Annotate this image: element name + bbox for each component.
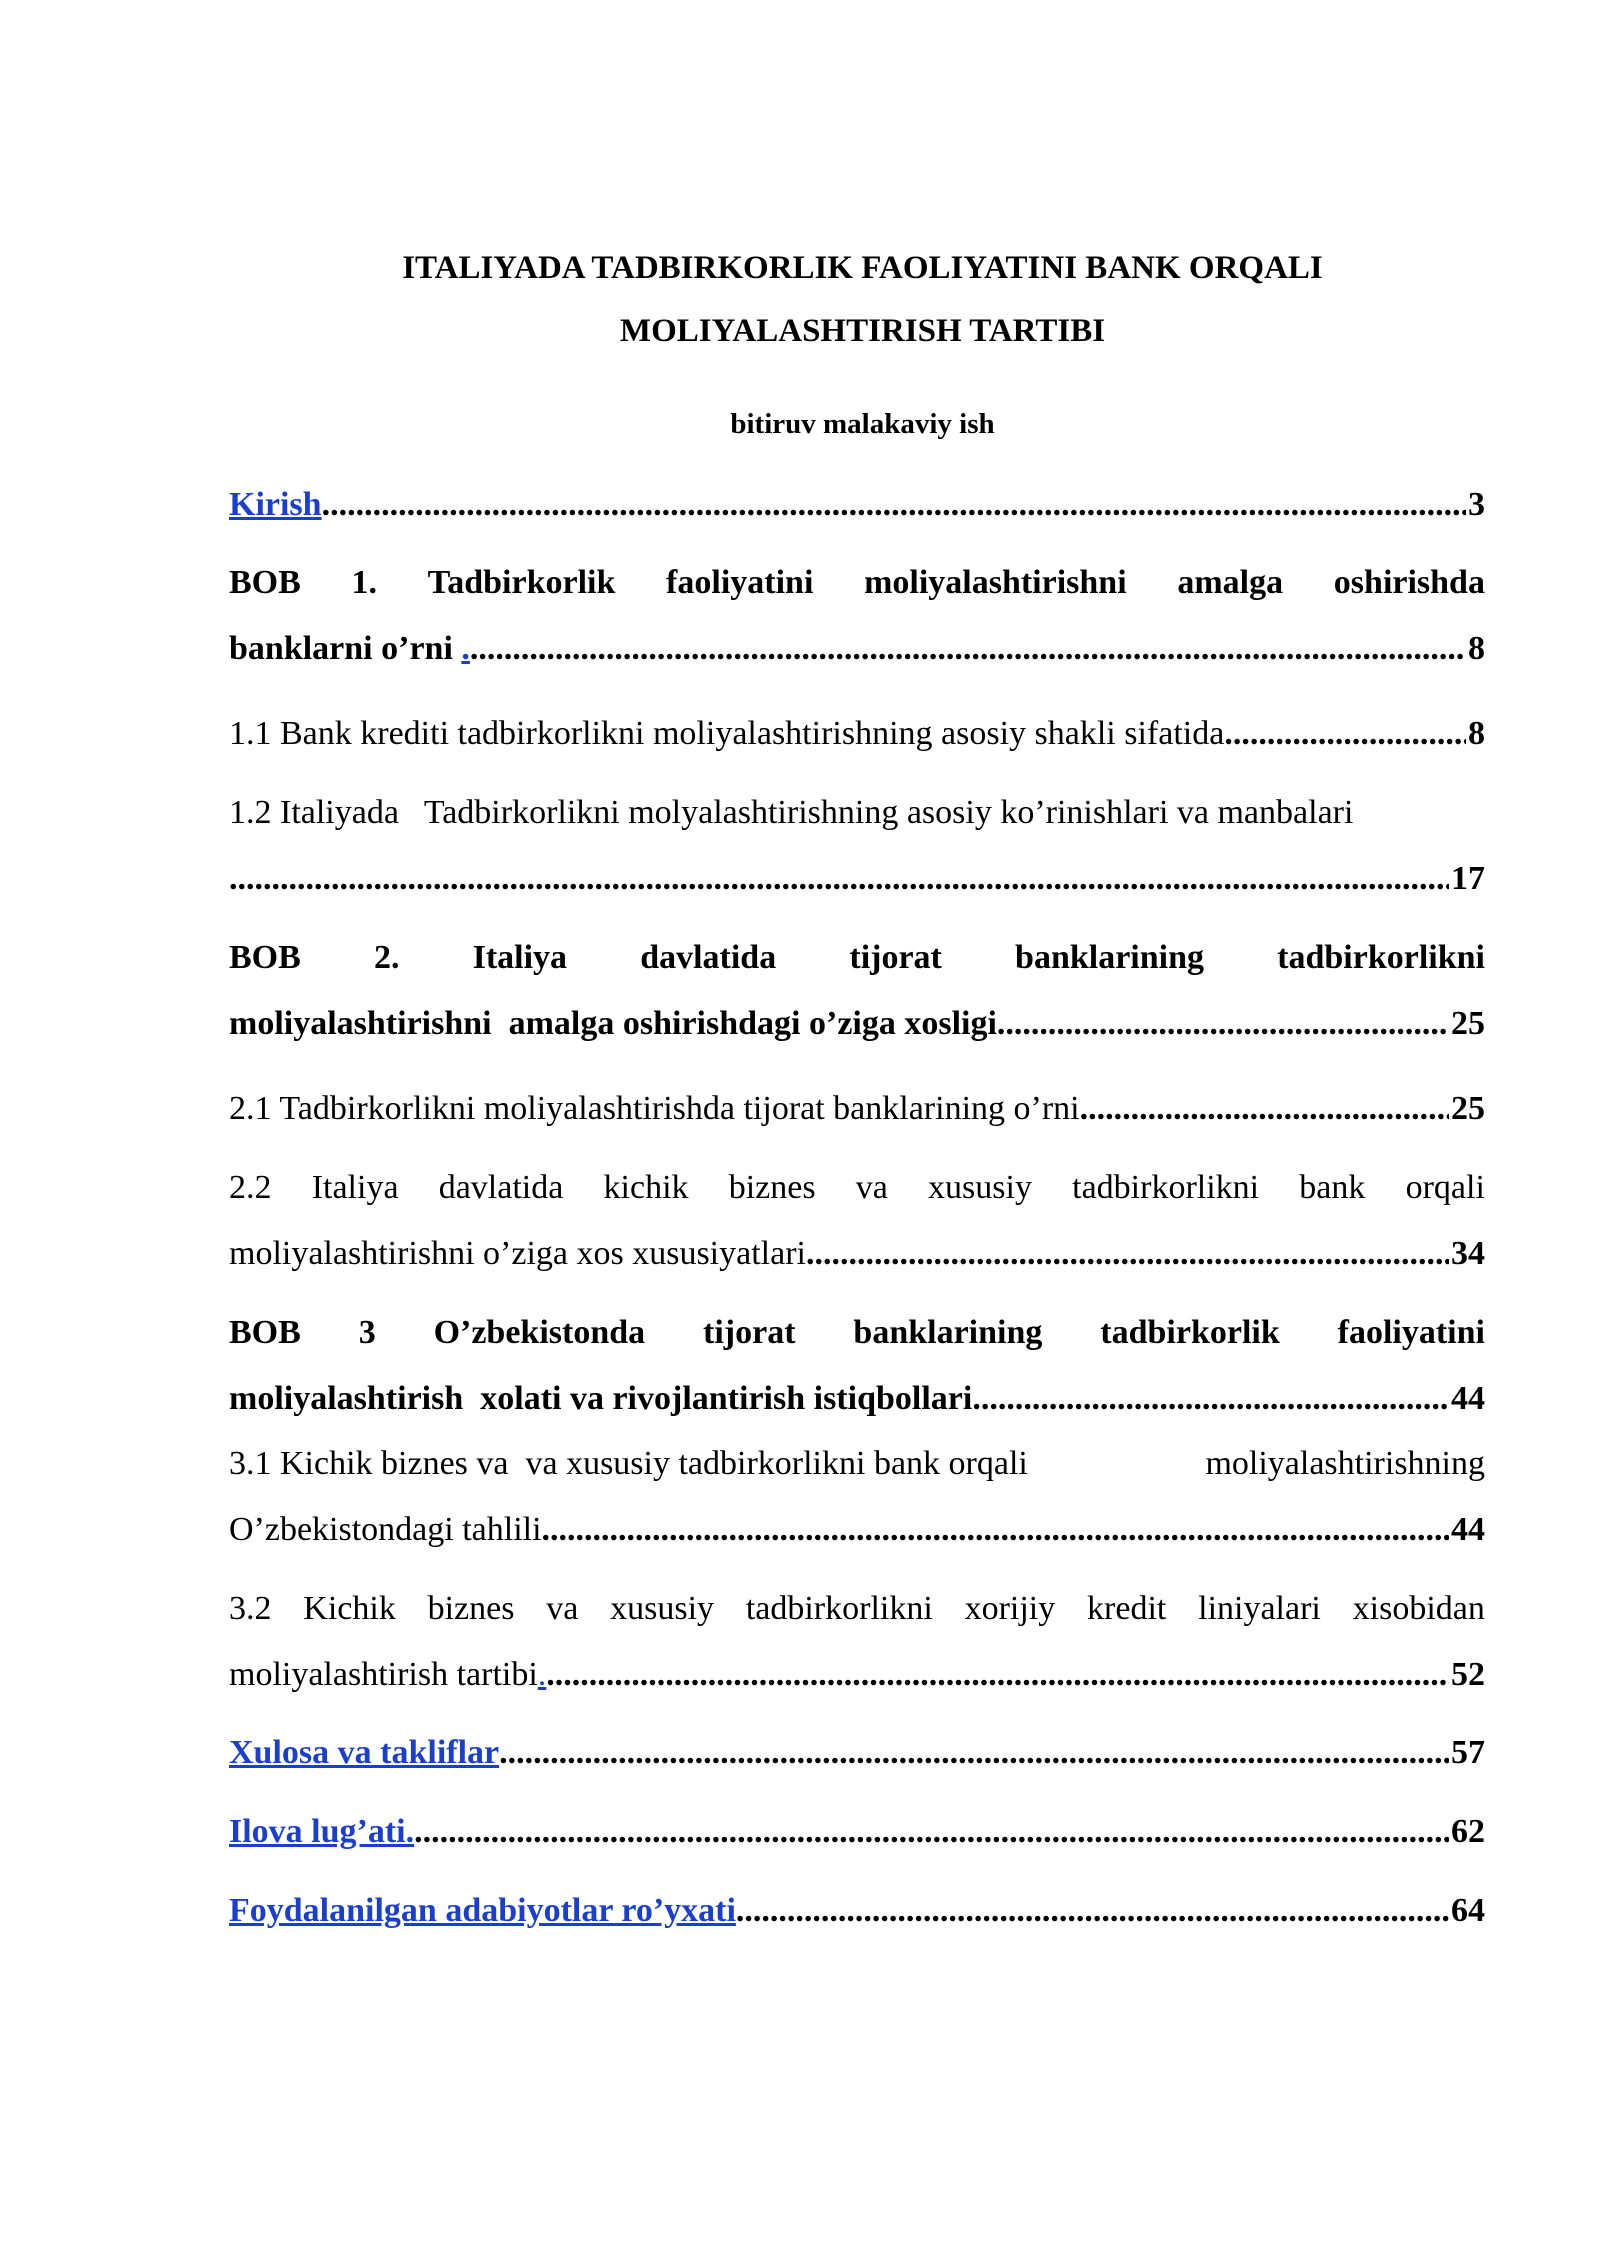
toc-entry-label: banklarni o’rni — [229, 630, 462, 667]
toc-leader-dots — [546, 1653, 1449, 1697]
toc-entry-3-2-line2 — [229, 1653, 1485, 1697]
document-subtitle: bitiruv malakaviy ish — [730, 408, 995, 440]
toc-leader-dots — [470, 627, 1466, 671]
toc-word: tadbirkorlik — [1100, 1314, 1280, 1351]
toc-leader-dots — [414, 1810, 1449, 1854]
toc-word: 2.2 — [229, 1169, 272, 1206]
toc-entry-2-2-line1 — [229, 1166, 1485, 1210]
toc-entry-bob1-line2 — [229, 627, 1485, 671]
toc-page-number: 34 — [1451, 1235, 1485, 1272]
toc-leader-dots — [806, 1232, 1449, 1276]
toc-link-3-2[interactable]: . — [537, 1656, 547, 1693]
toc-entry-bob3-line1 — [229, 1311, 1485, 1355]
toc-entry-bob3-line2 — [229, 1377, 1485, 1421]
toc-word: 1. — [351, 564, 377, 601]
toc-entry-label: moliyalashtirishni amalga oshirishdagi o’ziga xosligi — [229, 1005, 997, 1042]
toc-word: kredit — [1087, 1590, 1167, 1627]
toc-leader-dots — [229, 857, 1449, 901]
toc-page-number: 8 — [1468, 630, 1485, 667]
toc-page-number: 62 — [1451, 1813, 1485, 1850]
toc-entry-kirish — [229, 483, 1485, 527]
toc-word: va — [546, 1590, 579, 1627]
toc-leader-dots — [997, 1002, 1449, 1046]
toc-leader-dots — [972, 1377, 1449, 1421]
toc-leader-dots — [322, 483, 1466, 527]
toc-word: kichik — [603, 1169, 689, 1206]
toc-word: 3 — [358, 1314, 376, 1351]
toc-page-number: 8 — [1468, 715, 1485, 752]
toc-entry-bob2-line1 — [229, 936, 1485, 980]
toc-entry-1-2-line1: 1.2 Italiyada Tadbirkorlikni molyalashtirishning asosiy ko’rinishlari va manbalari — [229, 794, 1354, 831]
toc-entry-xulosa — [229, 1731, 1485, 1775]
toc-leader-dots — [542, 1508, 1449, 1552]
toc-word: faoliyatini — [1337, 1314, 1485, 1351]
toc-word: biznes — [728, 1169, 816, 1206]
toc-page-number: 17 — [1451, 860, 1485, 897]
toc-entry-3-1-line1 — [229, 1442, 1485, 1486]
toc-entry-2-1 — [229, 1087, 1485, 1131]
toc-entry-label: 1.1 Bank krediti tadbirkorlikni moliyalashtirishning asosiy shakli sifatida — [229, 715, 1225, 752]
document-title-line2: MOLIYALASHTIRISH TARTIBI — [619, 313, 1106, 349]
toc-entry-bob1-line1 — [229, 561, 1485, 605]
toc-word: bank — [1299, 1169, 1366, 1206]
toc-entry-bob2-line2 — [229, 1002, 1485, 1046]
toc-page-number: 25 — [1451, 1005, 1485, 1042]
toc-page-number: 25 — [1451, 1090, 1485, 1127]
toc-word: xususiy — [928, 1169, 1032, 1206]
toc-word: davlatida — [438, 1169, 564, 1206]
toc-word: va — [855, 1169, 888, 1206]
toc-word: Italiya — [311, 1169, 399, 1206]
toc-word: Italiya — [472, 939, 568, 976]
toc-word: tijorat — [703, 1314, 796, 1351]
toc-page-number: 57 — [1451, 1734, 1485, 1771]
toc-entry-1-2-line2 — [229, 857, 1485, 901]
toc-entry-3-2-line1 — [229, 1587, 1485, 1631]
toc-page-number: 44 — [1451, 1380, 1485, 1417]
toc-entry-ilova — [229, 1810, 1485, 1854]
toc-link-ilova[interactable]: Ilova lug’ati. — [229, 1813, 415, 1850]
toc-leader-dots — [1080, 1087, 1449, 1131]
toc-word: orqali — [1405, 1169, 1485, 1206]
toc-entry-3-1-line2 — [229, 1508, 1485, 1552]
toc-page-number: 64 — [1451, 1892, 1485, 1929]
toc-page-number: 52 — [1451, 1656, 1485, 1693]
toc-link-bob1[interactable]: . — [461, 630, 470, 667]
toc-word: xususiy — [610, 1590, 715, 1627]
toc-word: biznes — [427, 1590, 515, 1627]
toc-entry-label: O’zbekistondagi tahlili — [229, 1511, 542, 1548]
toc-entry-1-1 — [229, 712, 1485, 756]
toc-word: xorijiy — [964, 1590, 1056, 1627]
toc-entry-label: 2.1 Tadbirkorlikni moliyalashtirishda tijorat banklarining o’rni — [229, 1090, 1080, 1127]
toc-word: tadbirkorlikni — [1277, 939, 1485, 976]
toc-entry-2-2-line2 — [229, 1232, 1485, 1276]
toc-word: 3.2 — [229, 1590, 272, 1627]
toc-word: moliyalashtirishni — [864, 564, 1127, 601]
toc-word: Tadbirkorlik — [427, 564, 616, 601]
toc-word: O’zbekistonda — [433, 1314, 646, 1351]
toc-word: tijorat — [849, 939, 942, 976]
toc-page-number: 44 — [1451, 1511, 1485, 1548]
toc-entry-label: 3.1 Kichik biznes va va xususiy tadbirkorlikni bank orqali — [229, 1445, 1028, 1482]
toc-word: banklarining — [1015, 939, 1205, 976]
document-title-line1: ITALIYADA TADBIRKORLIK FAOLIYATINI BANK ORQALI — [402, 250, 1323, 286]
toc-word: BOB — [229, 1314, 301, 1351]
toc-link-adabiyot[interactable]: Foydalanilgan adabiyotlar ro’yxati — [229, 1892, 736, 1929]
toc-page-number: 3 — [1468, 486, 1485, 523]
toc-entry-label: moliyalashtirish tartibi — [229, 1656, 538, 1693]
toc-word: tadbirkorlikni — [1072, 1169, 1260, 1206]
toc-leader-dots — [499, 1731, 1449, 1775]
toc-link-kirish[interactable]: Kirish — [229, 486, 322, 523]
toc-entry-label: moliyalashtirishni o’ziga xos xususiyatlari — [229, 1235, 806, 1272]
toc-word: Kichik — [303, 1590, 396, 1627]
toc-word: xisobidan — [1352, 1590, 1485, 1627]
toc-entry-label: moliyalashtirishning — [1205, 1445, 1485, 1482]
toc-leader-dots — [1224, 712, 1466, 756]
toc-word: BOB — [229, 564, 301, 601]
toc-entry-adabiyot — [229, 1889, 1485, 1933]
toc-entry-label: moliyalashtirish xolati va rivojlantirish istiqbollari — [229, 1380, 973, 1417]
toc-word: davlatida — [640, 939, 777, 976]
toc-word: BOB — [229, 939, 301, 976]
toc-word: oshirishda — [1333, 564, 1485, 601]
toc-word: tadbirkorlikni — [745, 1590, 933, 1627]
toc-link-xulosa[interactable]: Xulosa va takliflar — [229, 1734, 500, 1771]
toc-word: 2. — [373, 939, 400, 976]
toc-word: liniyalari — [1198, 1590, 1321, 1627]
toc-word: faoliyatini — [666, 564, 814, 601]
toc-word: banklarining — [853, 1314, 1043, 1351]
toc-leader-dots — [736, 1889, 1449, 1933]
toc-word: amalga — [1177, 564, 1284, 601]
